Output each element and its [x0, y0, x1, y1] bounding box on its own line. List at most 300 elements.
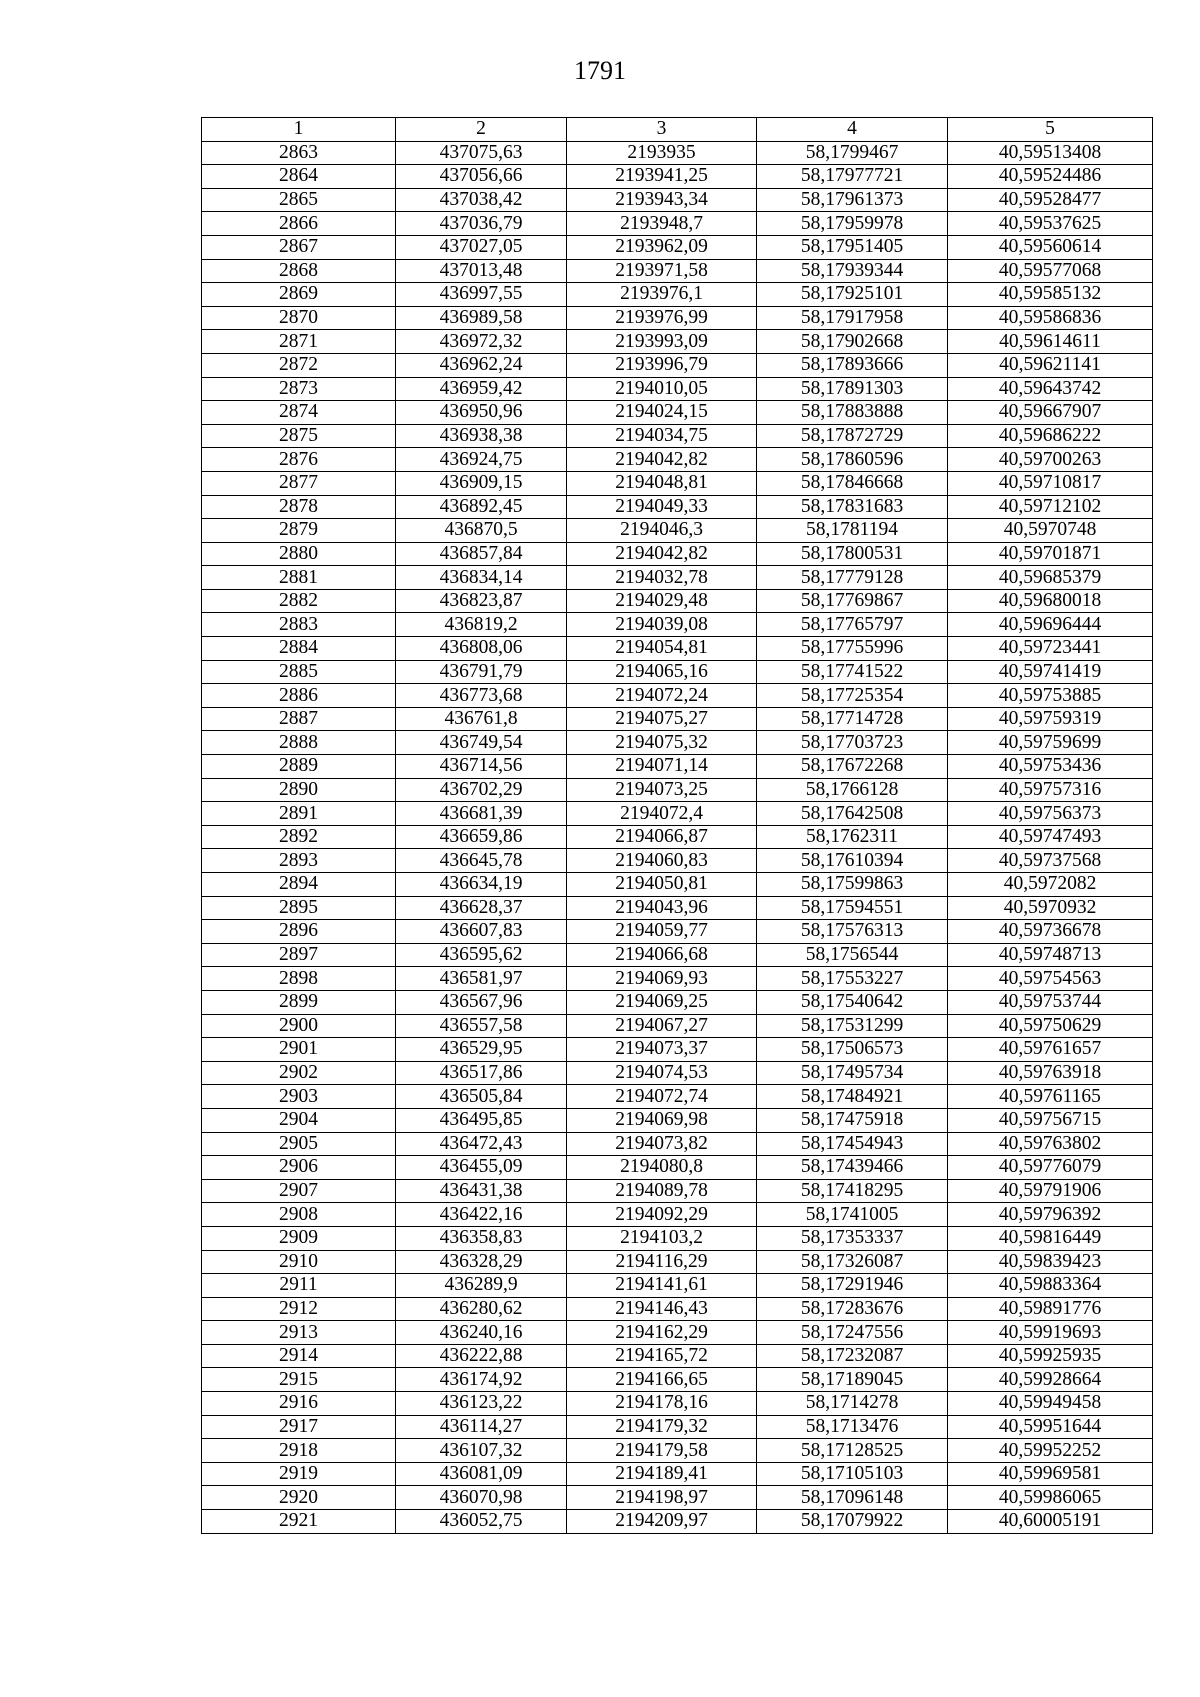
table-cell: 436174,92 — [396, 1368, 567, 1392]
table-cell: 2193996,79 — [567, 353, 757, 377]
table-cell: 40,59796392 — [948, 1203, 1153, 1227]
table-row — [202, 1250, 1153, 1274]
table-cell: 58,17883888 — [757, 401, 948, 425]
table-cell: 436628,37 — [396, 896, 567, 920]
table-row — [202, 920, 1153, 944]
table-cell: 2913 — [202, 1321, 396, 1345]
table-cell: 436455,09 — [396, 1156, 567, 1180]
table-row — [202, 212, 1153, 236]
table-cell: 58,17755996 — [757, 637, 948, 661]
table-cell: 2194042,82 — [567, 542, 757, 566]
table-cell: 58,1714278 — [757, 1392, 948, 1416]
table-cell: 58,17484921 — [757, 1085, 948, 1109]
table-cell: 58,17531299 — [757, 1014, 948, 1038]
table-row — [202, 943, 1153, 967]
table-cell: 2194116,29 — [567, 1250, 757, 1274]
table-cell: 40,59750629 — [948, 1014, 1153, 1038]
table-cell: 58,17765797 — [757, 613, 948, 637]
table-cell: 58,17893666 — [757, 353, 948, 377]
table-cell: 2893 — [202, 849, 396, 873]
column-header: 3 — [567, 118, 757, 142]
table-cell: 2194066,68 — [567, 943, 757, 967]
table-cell: 2885 — [202, 660, 396, 684]
table-row — [202, 1392, 1153, 1416]
table-cell: 40,59757316 — [948, 778, 1153, 802]
table-row — [202, 967, 1153, 991]
table-row — [202, 1344, 1153, 1368]
table-cell: 437056,66 — [396, 165, 567, 189]
table-row — [202, 896, 1153, 920]
table-cell: 2193935 — [567, 141, 757, 165]
table-cell: 2193948,7 — [567, 212, 757, 236]
table-cell: 58,1756544 — [757, 943, 948, 967]
table-cell: 40,59701871 — [948, 542, 1153, 566]
table-cell: 2909 — [202, 1226, 396, 1250]
table-cell: 436557,58 — [396, 1014, 567, 1038]
table-cell: 58,17553227 — [757, 967, 948, 991]
table-cell: 40,59560614 — [948, 235, 1153, 259]
table-row — [202, 1321, 1153, 1345]
table-cell: 58,17961373 — [757, 188, 948, 212]
table-cell: 40,59928664 — [948, 1368, 1153, 1392]
table-cell: 2876 — [202, 448, 396, 472]
table-cell: 2193941,25 — [567, 165, 757, 189]
table-row — [202, 542, 1153, 566]
table-cell: 58,17540642 — [757, 990, 948, 1014]
table-row — [202, 330, 1153, 354]
table-cell: 58,17495734 — [757, 1061, 948, 1085]
table-cell: 58,17283676 — [757, 1297, 948, 1321]
table-cell: 2896 — [202, 920, 396, 944]
table-cell: 2918 — [202, 1439, 396, 1463]
table-cell: 436659,86 — [396, 825, 567, 849]
table-cell: 58,17326087 — [757, 1250, 948, 1274]
table-row — [202, 707, 1153, 731]
table-row — [202, 1156, 1153, 1180]
table-cell: 40,59761165 — [948, 1085, 1153, 1109]
table-cell: 2194075,32 — [567, 731, 757, 755]
table-cell: 40,59925935 — [948, 1344, 1153, 1368]
table-cell: 40,59753885 — [948, 684, 1153, 708]
table-cell: 40,59723441 — [948, 637, 1153, 661]
table-cell: 436749,54 — [396, 731, 567, 755]
table-cell: 58,17917958 — [757, 306, 948, 330]
table-cell: 40,59686222 — [948, 424, 1153, 448]
table-cell: 436834,14 — [396, 566, 567, 590]
table-cell: 40,59759319 — [948, 707, 1153, 731]
table-cell: 40,59753436 — [948, 755, 1153, 779]
table-cell: 58,1781194 — [757, 519, 948, 543]
table-cell: 40,60005191 — [948, 1510, 1153, 1534]
table-cell: 58,17454943 — [757, 1132, 948, 1156]
table-cell: 2194146,43 — [567, 1297, 757, 1321]
table-cell: 58,17939344 — [757, 259, 948, 283]
table-cell: 2194042,82 — [567, 448, 757, 472]
table-cell: 40,59759699 — [948, 731, 1153, 755]
table-cell: 40,59986065 — [948, 1486, 1153, 1510]
table-row — [202, 1108, 1153, 1132]
table-cell: 436819,2 — [396, 613, 567, 637]
table-row — [202, 1203, 1153, 1227]
table-row — [202, 849, 1153, 873]
table-row — [202, 1297, 1153, 1321]
table-cell: 40,59537625 — [948, 212, 1153, 236]
table-cell: 436567,96 — [396, 990, 567, 1014]
table-cell: 2877 — [202, 471, 396, 495]
table-cell: 2872 — [202, 353, 396, 377]
table-cell: 40,59756715 — [948, 1108, 1153, 1132]
table-cell: 2193962,09 — [567, 235, 757, 259]
table-cell: 2194010,05 — [567, 377, 757, 401]
table-cell: 40,59712102 — [948, 495, 1153, 519]
table-cell: 58,17594551 — [757, 896, 948, 920]
table-cell: 2882 — [202, 589, 396, 613]
table-row — [202, 283, 1153, 307]
table-cell: 58,1713476 — [757, 1415, 948, 1439]
table-cell: 58,17769867 — [757, 589, 948, 613]
table-cell: 2194060,83 — [567, 849, 757, 873]
table-cell: 40,59763918 — [948, 1061, 1153, 1085]
table-cell: 2194141,61 — [567, 1274, 757, 1298]
table-cell: 40,59816449 — [948, 1226, 1153, 1250]
table-cell: 40,59585132 — [948, 283, 1153, 307]
table-cell: 40,59528477 — [948, 188, 1153, 212]
table-cell: 2916 — [202, 1392, 396, 1416]
table-cell: 58,17741522 — [757, 660, 948, 684]
table-cell: 2890 — [202, 778, 396, 802]
table-row — [202, 1179, 1153, 1203]
table-cell: 58,1762311 — [757, 825, 948, 849]
table-cell: 58,1741005 — [757, 1203, 948, 1227]
table-cell: 436240,16 — [396, 1321, 567, 1345]
table-cell: 40,59621141 — [948, 353, 1153, 377]
table-cell: 2874 — [202, 401, 396, 425]
table-cell: 2891 — [202, 802, 396, 826]
table-cell: 2193993,09 — [567, 330, 757, 354]
table-cell: 2915 — [202, 1368, 396, 1392]
table-row — [202, 1132, 1153, 1156]
table-row — [202, 1415, 1153, 1439]
table-cell: 436962,24 — [396, 353, 567, 377]
table-row — [202, 825, 1153, 849]
table-cell: 436924,75 — [396, 448, 567, 472]
table-cell: 2911 — [202, 1274, 396, 1298]
table-cell: 436972,32 — [396, 330, 567, 354]
page-number: 1791 — [574, 56, 626, 85]
table-cell: 40,59761657 — [948, 1038, 1153, 1062]
table-row — [202, 306, 1153, 330]
table-cell: 2873 — [202, 377, 396, 401]
table-row — [202, 1368, 1153, 1392]
table-cell: 40,59754563 — [948, 967, 1153, 991]
table-cell: 58,17872729 — [757, 424, 948, 448]
table-cell: 2194071,14 — [567, 755, 757, 779]
table-cell: 58,17506573 — [757, 1038, 948, 1062]
table-cell: 2906 — [202, 1156, 396, 1180]
table-cell: 58,17725354 — [757, 684, 948, 708]
table-cell: 58,17105103 — [757, 1462, 948, 1486]
table-cell: 58,17128525 — [757, 1439, 948, 1463]
table-cell: 2900 — [202, 1014, 396, 1038]
table-cell: 2194059,77 — [567, 920, 757, 944]
table-cell: 436702,29 — [396, 778, 567, 802]
column-header: 5 — [948, 118, 1153, 142]
table-cell: 2878 — [202, 495, 396, 519]
table-cell: 2892 — [202, 825, 396, 849]
coordinates-table — [201, 117, 1153, 1534]
table-cell: 2194072,74 — [567, 1085, 757, 1109]
table-cell: 58,17703723 — [757, 731, 948, 755]
table-cell: 2194032,78 — [567, 566, 757, 590]
table-cell: 436581,97 — [396, 967, 567, 991]
table-row — [202, 235, 1153, 259]
column-header: 1 — [202, 118, 396, 142]
table-cell: 2194189,41 — [567, 1462, 757, 1486]
table-row — [202, 1061, 1153, 1085]
table-cell: 58,17642508 — [757, 802, 948, 826]
table-row — [202, 1226, 1153, 1250]
table-cell: 58,1799467 — [757, 141, 948, 165]
table-cell: 40,59763802 — [948, 1132, 1153, 1156]
table-row — [202, 613, 1153, 637]
table-cell: 2194034,75 — [567, 424, 757, 448]
table-cell: 436989,58 — [396, 306, 567, 330]
table-cell: 2194046,3 — [567, 519, 757, 543]
table-cell: 2194179,32 — [567, 1415, 757, 1439]
table-cell: 2194179,58 — [567, 1439, 757, 1463]
table-cell: 2871 — [202, 330, 396, 354]
table-cell: 58,17599863 — [757, 873, 948, 897]
table-cell: 436773,68 — [396, 684, 567, 708]
table-cell: 58,17353337 — [757, 1226, 948, 1250]
table-cell: 2880 — [202, 542, 396, 566]
table-cell: 58,17096148 — [757, 1486, 948, 1510]
table-cell: 2907 — [202, 1179, 396, 1203]
table-cell: 2899 — [202, 990, 396, 1014]
table-cell: 436517,86 — [396, 1061, 567, 1085]
table-cell: 40,59667907 — [948, 401, 1153, 425]
table-row — [202, 1014, 1153, 1038]
table-cell: 40,59736678 — [948, 920, 1153, 944]
table-cell: 58,17800531 — [757, 542, 948, 566]
table-cell: 436529,95 — [396, 1038, 567, 1062]
table-row — [202, 873, 1153, 897]
table-cell: 2863 — [202, 141, 396, 165]
table-cell: 40,59643742 — [948, 377, 1153, 401]
table-cell: 2897 — [202, 943, 396, 967]
table-cell: 436714,56 — [396, 755, 567, 779]
table-row — [202, 755, 1153, 779]
table-cell: 436431,38 — [396, 1179, 567, 1203]
table-cell: 436681,39 — [396, 802, 567, 826]
table-row — [202, 1439, 1153, 1463]
table-cell: 2194039,08 — [567, 613, 757, 637]
table-cell: 2193976,1 — [567, 283, 757, 307]
table-cell: 58,17232087 — [757, 1344, 948, 1368]
table-cell: 436505,84 — [396, 1085, 567, 1109]
table-cell: 2914 — [202, 1344, 396, 1368]
table-cell: 2194089,78 — [567, 1179, 757, 1203]
table-cell: 437036,79 — [396, 212, 567, 236]
table-row — [202, 401, 1153, 425]
table-cell: 2869 — [202, 283, 396, 307]
table-cell: 2194072,4 — [567, 802, 757, 826]
table-cell: 58,17439466 — [757, 1156, 948, 1180]
table-cell: 40,59776079 — [948, 1156, 1153, 1180]
table-row — [202, 1274, 1153, 1298]
table-row — [202, 990, 1153, 1014]
table-cell: 2868 — [202, 259, 396, 283]
table-row — [202, 589, 1153, 613]
table-cell: 437075,63 — [396, 141, 567, 165]
table-cell: 2194080,8 — [567, 1156, 757, 1180]
table-cell: 436950,96 — [396, 401, 567, 425]
table-cell: 40,59737568 — [948, 849, 1153, 873]
table-cell: 2194103,2 — [567, 1226, 757, 1250]
table-cell: 437027,05 — [396, 235, 567, 259]
table-row — [202, 448, 1153, 472]
table-cell: 436607,83 — [396, 920, 567, 944]
table-cell: 40,59753744 — [948, 990, 1153, 1014]
table-cell: 58,17831683 — [757, 495, 948, 519]
table-cell: 436222,88 — [396, 1344, 567, 1368]
table-cell: 40,59891776 — [948, 1297, 1153, 1321]
table-cell: 2884 — [202, 637, 396, 661]
table-cell: 436070,98 — [396, 1486, 567, 1510]
table-cell: 40,5970932 — [948, 896, 1153, 920]
table-cell: 436959,42 — [396, 377, 567, 401]
table-cell: 58,17779128 — [757, 566, 948, 590]
table-row — [202, 165, 1153, 189]
table-cell: 2194066,87 — [567, 825, 757, 849]
table-cell: 2910 — [202, 1250, 396, 1274]
table-row — [202, 1486, 1153, 1510]
table-cell: 436358,83 — [396, 1226, 567, 1250]
table-cell: 2864 — [202, 165, 396, 189]
table-cell: 436422,16 — [396, 1203, 567, 1227]
table-row — [202, 566, 1153, 590]
table-cell: 2866 — [202, 212, 396, 236]
table-cell: 436328,29 — [396, 1250, 567, 1274]
table-cell: 2875 — [202, 424, 396, 448]
table-cell: 2194073,37 — [567, 1038, 757, 1062]
table-cell: 2194065,16 — [567, 660, 757, 684]
table-cell: 2912 — [202, 1297, 396, 1321]
table-cell: 40,59680018 — [948, 589, 1153, 613]
table-cell: 436938,38 — [396, 424, 567, 448]
table-cell: 2194067,27 — [567, 1014, 757, 1038]
table-row — [202, 1510, 1153, 1534]
table-cell: 40,59919693 — [948, 1321, 1153, 1345]
table-cell: 2895 — [202, 896, 396, 920]
table-cell: 40,59524486 — [948, 165, 1153, 189]
table-cell: 2865 — [202, 188, 396, 212]
table-cell: 58,1766128 — [757, 778, 948, 802]
table-cell: 2194178,16 — [567, 1392, 757, 1416]
table-cell: 58,17291946 — [757, 1274, 948, 1298]
table-cell: 58,17475918 — [757, 1108, 948, 1132]
table-cell: 40,59710817 — [948, 471, 1153, 495]
table-cell: 2194198,97 — [567, 1486, 757, 1510]
table-row — [202, 424, 1153, 448]
table-cell: 2879 — [202, 519, 396, 543]
table-cell: 40,59741419 — [948, 660, 1153, 684]
table-cell: 40,59696444 — [948, 613, 1153, 637]
table-cell: 436870,5 — [396, 519, 567, 543]
table-cell: 2921 — [202, 1510, 396, 1534]
table-cell: 2193943,34 — [567, 188, 757, 212]
table-row — [202, 471, 1153, 495]
table-cell: 40,5972082 — [948, 873, 1153, 897]
table-row — [202, 1038, 1153, 1062]
table-cell: 2883 — [202, 613, 396, 637]
table-cell: 58,17418295 — [757, 1179, 948, 1203]
table-cell: 436289,9 — [396, 1274, 567, 1298]
table-cell: 2917 — [202, 1415, 396, 1439]
table-cell: 2867 — [202, 235, 396, 259]
table-cell: 2194054,81 — [567, 637, 757, 661]
table-cell: 436495,85 — [396, 1108, 567, 1132]
table-cell: 2194075,27 — [567, 707, 757, 731]
table-cell: 40,59791906 — [948, 1179, 1153, 1203]
table-row — [202, 660, 1153, 684]
table-cell: 436280,62 — [396, 1297, 567, 1321]
table-row — [202, 802, 1153, 826]
table-cell: 2920 — [202, 1486, 396, 1510]
table-cell: 58,17610394 — [757, 849, 948, 873]
table-cell: 436123,22 — [396, 1392, 567, 1416]
table-cell: 40,59951644 — [948, 1415, 1153, 1439]
table-cell: 40,59614611 — [948, 330, 1153, 354]
table-row — [202, 495, 1153, 519]
table-cell: 40,59969581 — [948, 1462, 1153, 1486]
table-cell: 40,59700263 — [948, 448, 1153, 472]
table-cell: 2194043,96 — [567, 896, 757, 920]
table-cell: 58,17846668 — [757, 471, 948, 495]
table-cell: 436472,43 — [396, 1132, 567, 1156]
table-row — [202, 731, 1153, 755]
table-cell: 40,59586836 — [948, 306, 1153, 330]
table-cell: 2194049,33 — [567, 495, 757, 519]
table-body — [202, 141, 1153, 1533]
table-cell: 436857,84 — [396, 542, 567, 566]
table-cell: 436761,8 — [396, 707, 567, 731]
table-cell: 40,59756373 — [948, 802, 1153, 826]
table-cell: 58,17951405 — [757, 235, 948, 259]
table-cell: 58,17977721 — [757, 165, 948, 189]
table-cell: 437013,48 — [396, 259, 567, 283]
table-cell: 2905 — [202, 1132, 396, 1156]
table-cell: 2898 — [202, 967, 396, 991]
table-cell: 40,59748713 — [948, 943, 1153, 967]
table-cell: 2881 — [202, 566, 396, 590]
table-cell: 40,5970748 — [948, 519, 1153, 543]
table-cell: 2194074,53 — [567, 1061, 757, 1085]
table-cell: 40,59883364 — [948, 1274, 1153, 1298]
table-cell: 58,17860596 — [757, 448, 948, 472]
table-row — [202, 1085, 1153, 1109]
table-cell: 2194166,65 — [567, 1368, 757, 1392]
table-cell: 58,17959978 — [757, 212, 948, 236]
table-cell: 436107,32 — [396, 1439, 567, 1463]
table-cell: 2888 — [202, 731, 396, 755]
table-cell: 40,59839423 — [948, 1250, 1153, 1274]
table-cell: 58,17576313 — [757, 920, 948, 944]
table-cell: 2194072,24 — [567, 684, 757, 708]
table-cell: 58,17189045 — [757, 1368, 948, 1392]
table-cell: 2193971,58 — [567, 259, 757, 283]
table-cell: 436892,45 — [396, 495, 567, 519]
